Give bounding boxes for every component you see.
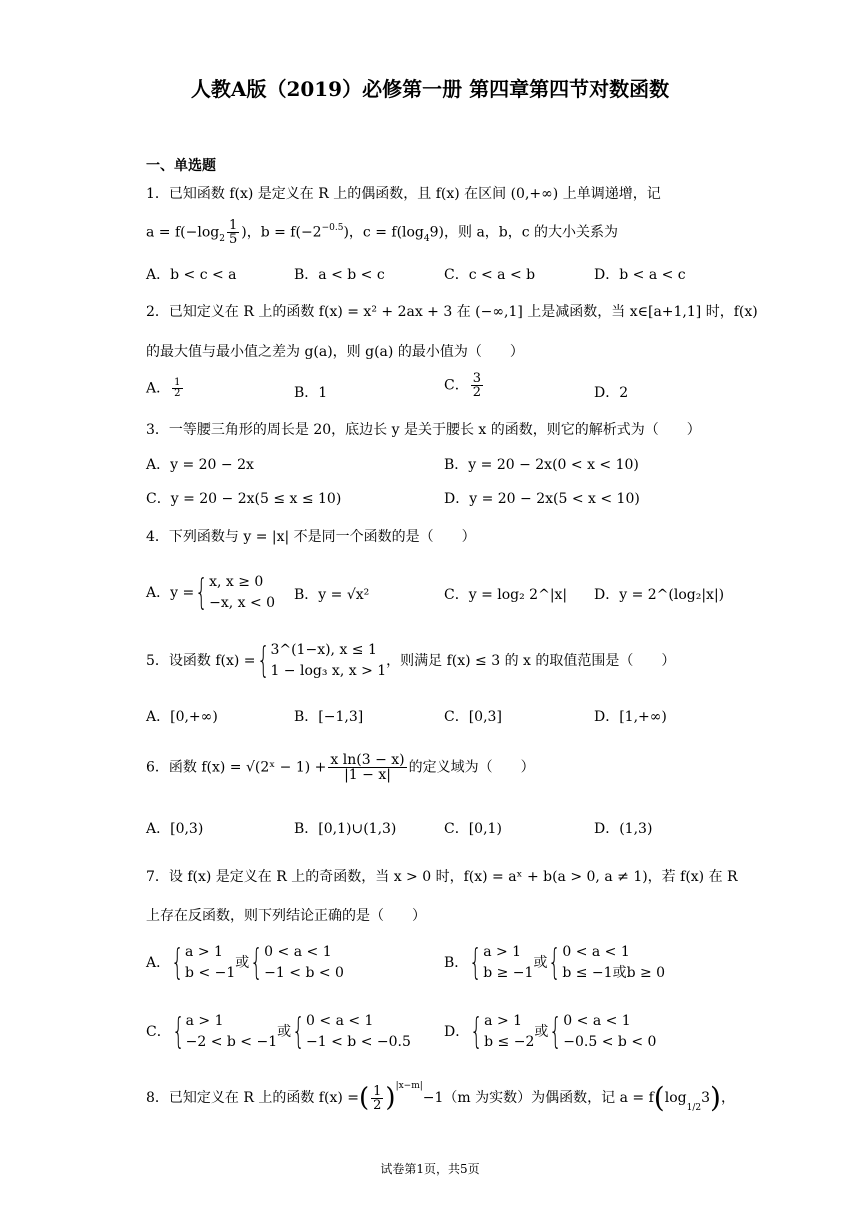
q4-option-d: D．y = 2^(log₂|x|) xyxy=(594,587,725,603)
q3-option-b: B．y = 20 − 2x(0 < x < 10) xyxy=(444,457,639,473)
q1-option-c: C．c < a < b xyxy=(444,267,536,283)
q2-option-c: C． $\frac{3}{2}$ xyxy=(444,371,481,400)
q4-option-b: B．y = √x² xyxy=(294,587,370,603)
q1-option-d: D．b < a < c xyxy=(594,267,686,283)
q7-option-a: A．{ a > 1 b < −1 或{ 0 < a < 1 −1 < b < 0 xyxy=(146,942,344,983)
q5-option-c: C．[0,3] xyxy=(444,709,502,725)
q1-fraction: $\frac{1}{5}$ xyxy=(228,218,238,247)
q7-line1: 7．设 f(x) 是定义在 R 上的奇函数，当 x > 0 时，f(x) = aˣ + b(a > 0, a ≠ 1)，若 f(x) 在 R xyxy=(146,869,738,885)
q6-option-d: D．(1,3) xyxy=(594,821,653,837)
q8-stem: 8．已知定义在 R 上的函数 f(x) =( $\frac{1}{2}$ )$^{|x-m|}$−1（m 为实数）为偶函数，记 $a = f(\log_{1/2}3)$， xyxy=(146,1081,735,1114)
q2-option-a: A． $\frac{1}{2}$ xyxy=(146,377,181,399)
q5-stem: 5．设函数 f(x) ={ 3^(1−x), x ≤ 1 1 − log₃ x, x > 1 ，则满足 f(x) ≤ 3 的 x 的取值范围是（ ） xyxy=(146,640,676,681)
q4-option-c: C．y = log₂ 2^|x| xyxy=(444,587,568,603)
q6-stem: 6．函数 f(x) = √(2ˣ − 1) + $\frac{\text{x ln(3 − x)}}{|1 - x|}$ 的定义域为（ ） xyxy=(146,752,535,783)
q1-line2: $a = f(-\log_2$ $\frac{1}{5}$ )，$b = f(-2^{-0.5})$，$c = f(\log_49)$，则 a，b，c 的大小关系为 xyxy=(146,218,619,247)
q4-option-a: A．y ={ x, x ≥ 0 −x, x < 0 xyxy=(146,572,276,613)
q3-option-d: D．y = 20 − 2x(5 < x < 10) xyxy=(444,491,640,507)
q4-line1: 4．下列函数与 y = |x| 不是同一个函数的是（ ） xyxy=(146,529,476,545)
q5-option-b: B．[−1,3] xyxy=(294,709,364,725)
q5-option-a: A．[0,+∞) xyxy=(146,709,218,725)
page-footer: 试卷第1页，共5页 xyxy=(380,1162,480,1176)
q6-option-a: A．[0,3) xyxy=(146,821,204,837)
q2-line1: 2．已知定义在 R 上的函数 f(x) = x² + 2ax + 3 在 (−∞,1] 上是减函数，当 x∈[a+1,1] 时，f(x) xyxy=(146,304,758,320)
q7-line2: 上存在反函数，则下列结论正确的是（ ） xyxy=(146,908,426,924)
q1-line1: 1．已知函数 f(x) 是定义在 R 上的偶函数，且 f(x) 在区间 (0,+∞) 上单调递增，记 xyxy=(146,186,661,202)
section-heading: 一、单选题 xyxy=(146,158,216,174)
q5-option-d: D．[1,+∞) xyxy=(594,709,667,725)
q3-option-c: C．y = 20 − 2x(5 ≤ x ≤ 10) xyxy=(146,491,342,507)
q7-option-d: D．{ a > 1 b ≤ −2 或{ 0 < a < 1 −0.5 < b < 0 xyxy=(444,1011,657,1052)
q3-option-a: A．y = 20 − 2x xyxy=(146,457,254,473)
q3-line1: 3．一等腰三角形的周长是 20，底边长 y 是关于腰长 x 的函数，则它的解析式为（ ） xyxy=(146,422,701,438)
q6-option-b: B．[0,1)∪(1,3) xyxy=(294,821,397,837)
q2-option-d: D．2 xyxy=(594,385,629,401)
q2-line2: 的最大值与最小值之差为 g(a)，则 g(a) 的最小值为（ ） xyxy=(146,344,524,360)
q2-option-b: B．1 xyxy=(294,385,328,401)
q7-option-c: C．{ a > 1 −2 < b < −1 或{ 0 < a < 1 −1 < b < −0.5 xyxy=(146,1011,411,1052)
q7-option-b: B．{ a > 1 b ≥ −1 或{ 0 < a < 1 b ≤ −1或b ≥ 0 xyxy=(444,942,666,983)
q6-option-c: C．[0,1) xyxy=(444,821,502,837)
q1-option-a: A．b < c < a xyxy=(146,267,237,283)
q1-option-b: B．a < b < c xyxy=(294,267,385,283)
page-title: 人教A版（2019）必修第一册 第四章第四节对数函数 xyxy=(190,77,670,101)
